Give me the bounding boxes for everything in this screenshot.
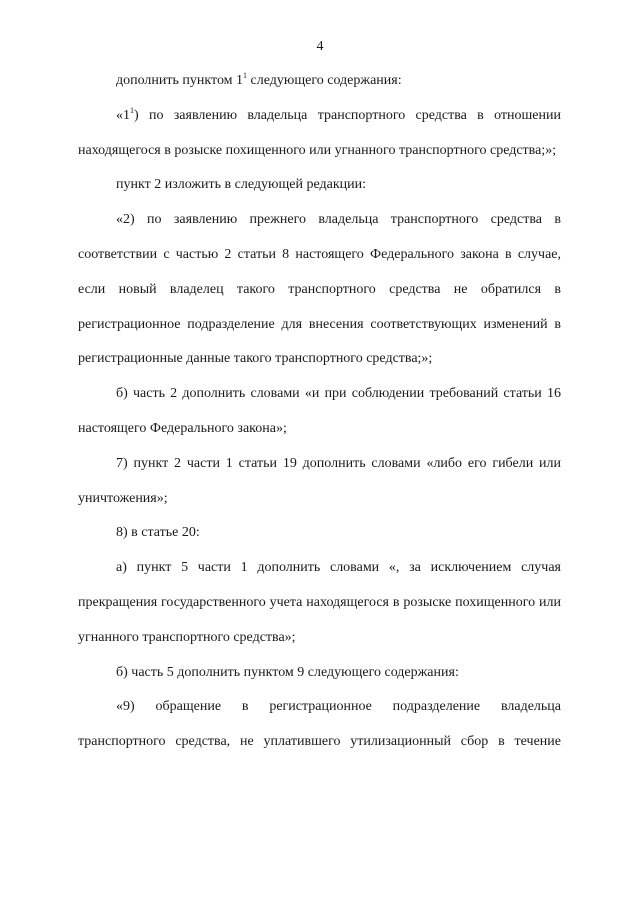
paragraph-8: а) пункт 5 части 1 дополнить словами «, за исключением случая прекращения государственного учета находящегося в розыске похищенного или угнанного транспортного средства»;: [78, 560, 561, 645]
document-body: [78, 64, 561, 760]
paragraph-5: б) часть 2 дополнить словами «и при соблюдении требований статьи 16 настоящего Федерального закона»;: [78, 386, 561, 436]
paragraph-1-text-start: дополнить пунктом 1: [116, 73, 244, 88]
paragraph-1-superscript: 1: [243, 71, 248, 80]
paragraph-2-text-start: «1: [116, 107, 130, 123]
paragraph-3: пункт 2 изложить в следующей редакции:: [116, 177, 366, 193]
page-number: 4: [316, 39, 324, 54]
paragraph-2-text-end: ) по заявлению владельца транспортного средства в отношении находящегося в розыске похищенного или угнанного транспортного средства;»;: [78, 107, 561, 158]
paragraph-7: 8) в статье 20:: [116, 525, 200, 541]
paragraph-10: «9) обращение в регистрационное подразделение владельца транспортного средства, не уплатившего утилизационный сбор в течение: [78, 699, 561, 750]
paragraph-4: «2) по заявлению прежнего владельца транспортного средства в соответствии с частью 2 статьи 8 настоящего Федерального закона в случае, если новый владелец такого транспортного средства не обратился в регистрационное подразделение для внесения соответствующих изменений в регистрационные данные такого транспортного средства;»;: [78, 212, 561, 367]
paragraph-2: [78, 99, 561, 169]
paragraph-1-text-end: следующего содержания:: [247, 73, 402, 88]
paragraph-6: 7) пункт 2 части 1 статьи 19 дополнить словами «либо его гибели или уничтожения»;: [78, 455, 561, 506]
paragraph-9: б) часть 5 дополнить пунктом 9 следующего содержания:: [116, 664, 459, 680]
paragraph-2-superscript: 1: [130, 105, 134, 115]
paragraph-1: [78, 64, 561, 99]
